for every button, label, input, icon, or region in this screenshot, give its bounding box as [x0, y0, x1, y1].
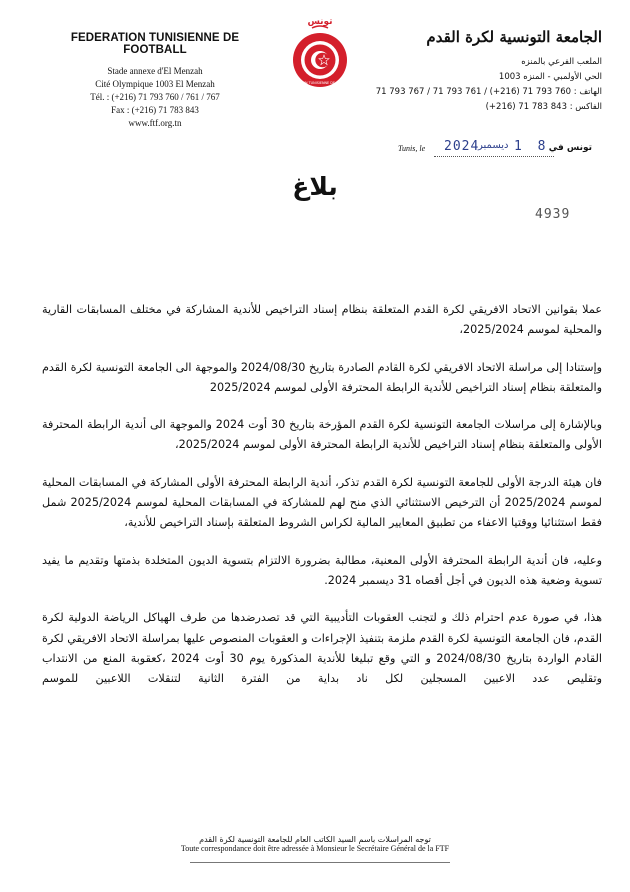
body-paragraph: عملا بقوانين الاتحاد الافريقي لكرة القدم المتعلقة بنظام إسناد التراخيص للأندية المشاركة في مختلف المسابقات القارية والمحلية لموسم 2025/2024،: [42, 303, 602, 337]
body-paragraph: هذا، في صورة عدم احترام ذلك و لتجنب العقوبات التأديبية التي قد تصدرضدها من طرف الهياكل الرياضة الدولية لكرة القدم، فان الجامعة التونسية لكرة القدم ملزمة بتنفيذ الإجراءات و العقوبات المنصوص عليها بمراسلة الاتحاد الافريقي لكرة القادم الواردة بتاريخ 2024/08/30 و التي وقع تبليغا للأندية المذكورة يوم 30 أوت 2024 ،كعقوبة المنع من الانتداب وتقليص عدد الاعبين المسجلين لكل ناد بداية من الفترة الثانية لتنقلات اللاعبين للموسم: [42, 611, 603, 686]
footer-french: Toute correspondance doit être adressée à Monsieur le Secrétaire Général de la FTF: [180, 844, 450, 853]
fax-line: Fax : (+216) 71 783 843: [111, 105, 199, 115]
reference-number: 4939: [535, 207, 571, 222]
address-line-ar: الملعب الفرعي بالمنزه: [521, 57, 602, 67]
body-paragraph: وعليه، فان أندية الرابطة المحترفة الأولى المعنية، مطالبة بضرورة الالتزام بتسوية الديون المتخلدة بذمتها وتقديم ما يفيد تسوية وضعية هذه الديون في أجل أقصاه 31 ديسمبر 2024.: [42, 553, 602, 587]
document-title: بلاغ: [292, 172, 338, 201]
letterhead-french: [40, 32, 270, 130]
date-dotted-line: [434, 156, 554, 157]
date-month: ديسمبر: [478, 140, 509, 151]
fax-line-ar: الفاكس : 843 783 71 (216+): [485, 102, 602, 112]
address-line: Stade annexe d'El Menzah: [107, 66, 203, 76]
phone-line-ar: الهاتف : 760 793 71 (216+) / 761 793 71 / 767 793 71: [375, 87, 602, 97]
date-label-ar: تونس في: [548, 143, 592, 153]
address-line-ar: الحي الأولمبي - المنزه 1003: [498, 72, 602, 82]
footer: [0, 835, 630, 853]
logo-top-text: تونس: [307, 17, 333, 27]
phone-line: Tél. : (+216) 71 793 760 / 761 / 767: [90, 92, 220, 102]
federation-name-ar: الجامعة التونسية لكرة القدم: [426, 28, 602, 46]
body-paragraph: وبالإشارة إلى مراسلات الجامعة التونسية لكرة القدم المؤرخة بتاريخ 30 أوت 2024 والموجهة الى أندية الرابطة المحترفة الأولى والمتعلقة بنظام إسناد التراخيص للأندية الرابطة المحترفة الأولى لموسم 2025/2024،: [42, 418, 603, 452]
logo-ring-text: FEDERATION TUNISIENNE DE FOOTBALL: [286, 81, 354, 85]
body-paragraph: فان هيئة الدرجة الأولى للجامعة التونسية لكرة القدم تذكر، أندية الرابطة المحترفة الأولى المشاركة في المسابقات المحلية لموسم 2025/2024 أن الترخيص الاستثنائي الذي منح لهم للمشاركة في المسابقات المحلية لموسم 2025/2024 شمل فقط استثنائيا ووقتيا الاعفاء من تطبيق المعايير المالية لكراس الشروط المتعلقة بإسناد التراخيص للأندية،: [42, 475, 602, 530]
website-line: www.ftf.org.tn: [128, 118, 182, 128]
footer-rule: [190, 862, 450, 863]
ftf-emblem-icon: [286, 14, 354, 94]
body-paragraph: وإستنادا إلى مراسلة الاتحاد الافريقي لكرة القادم الصادرة بتاريخ 2024/08/30 والموجهة الى الجامعة التونسية لكرة القدم والمتعلقة بنظام إسناد التراخيص للأندية الرابطة المحترفة الأولى لموسم 2025/2024: [42, 360, 602, 394]
footer-arabic: توجه المراسلات باسم السيد الكاتب العام للجامعة التونسية لكرة القدم: [199, 835, 431, 844]
address-line: Cité Olympique 1003 El Menzah: [95, 79, 215, 89]
date-year: 2024: [444, 139, 480, 154]
date-label-fr: Tunis, le: [398, 144, 426, 153]
document-body: [42, 300, 602, 706]
date-line: [398, 140, 598, 160]
date-day: 1 8: [514, 139, 550, 154]
federation-name-fr: FEDERATION TUNISIENNE DE FOOTBALL: [70, 32, 240, 56]
ftf-logo: [286, 14, 354, 94]
letterhead-arabic: [367, 28, 602, 115]
